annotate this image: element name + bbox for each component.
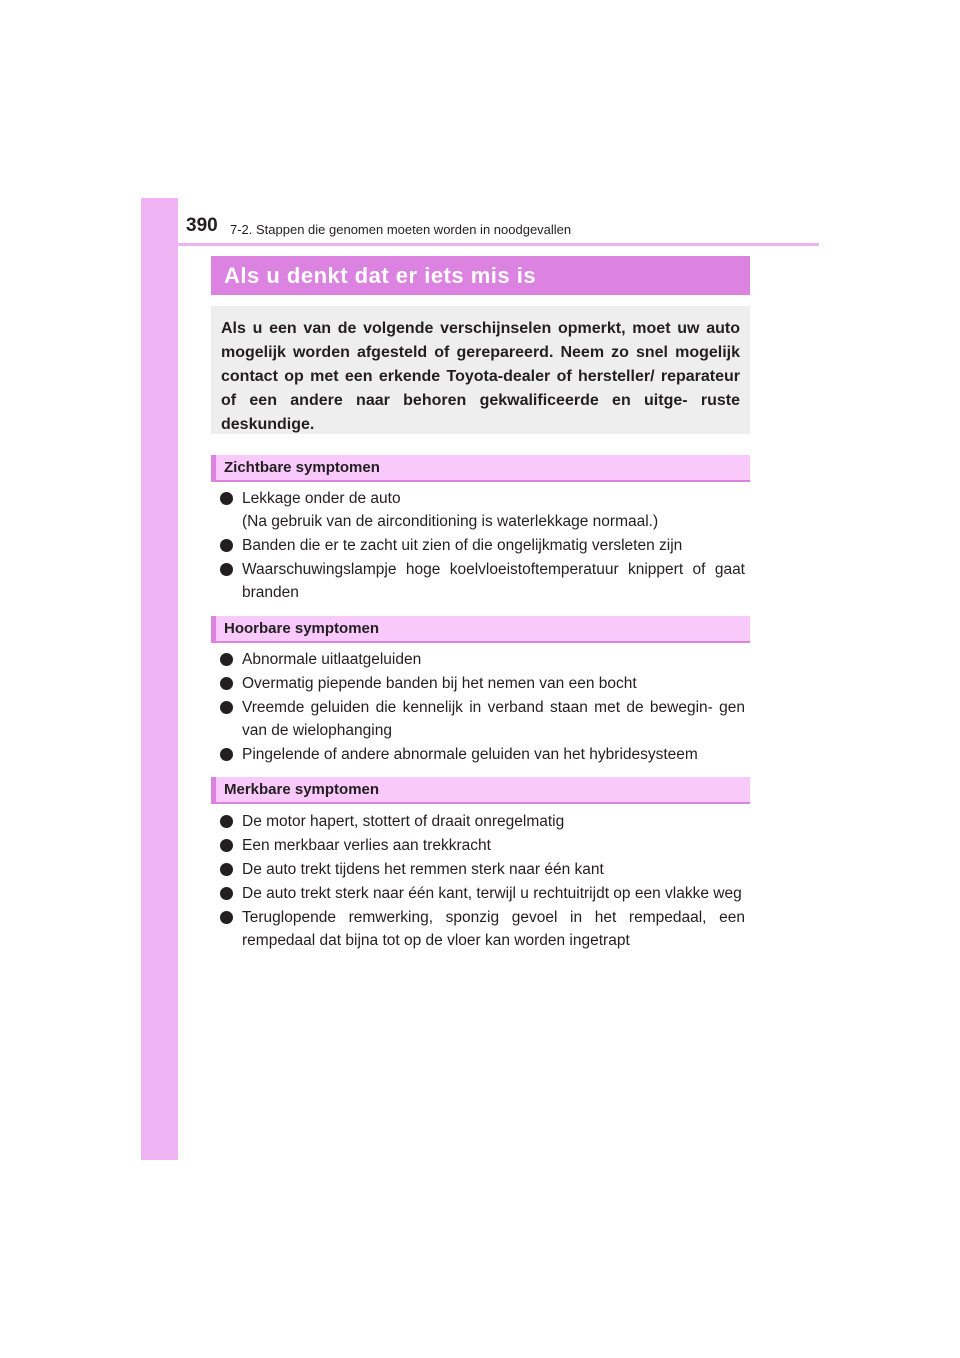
bullet-icon [220,748,233,761]
list-item-text: Waarschuwingslampje hoge koelvloeistoftemperatuur knippert of gaat branden [242,561,745,601]
list-item-text: Een merkbaar verlies aan trekkracht [242,837,491,854]
page-title: Als u denkt dat er iets mis is [224,263,537,288]
section-heading-visible [211,455,750,482]
bullet-list-audible [220,648,745,767]
list-item [220,882,745,905]
list-item-text: Teruglopende remwerking, sponzig gevoel in het rempedaal, een rempedaal dat bijna tot op de vloer kan worden ingetrapt [242,909,745,949]
section-heading-label: Zichtbare symptomen [224,459,380,476]
page-number: 390 [186,215,218,236]
bullet-icon [220,653,233,666]
list-item-text: Banden die er te zacht uit zien of die ongelijkmatig versleten zijn [242,537,683,554]
bullet-icon [220,701,233,714]
list-item [220,696,745,742]
running-head: 7-2. Stappen die genomen moeten worden in noodgevallen [230,222,572,237]
list-item [220,534,745,557]
list-item-text: Abnormale uitlaatgeluiden [242,651,422,668]
list-item [220,906,745,952]
list-item [220,648,745,671]
list-item [220,672,745,695]
bullet-icon [220,563,233,576]
bullet-icon [220,492,233,505]
title-bar [211,256,750,295]
side-tab-strip [141,198,178,1160]
list-item [220,834,745,857]
bullet-icon [220,887,233,900]
list-item [220,743,745,766]
list-item-text: De auto trekt tijdens het remmen sterk naar één kant [242,861,604,878]
section-heading-noticeable [211,777,750,804]
list-item-text: De motor hapert, stottert of draait onregelmatig [242,813,565,830]
intro-box [211,306,750,434]
bullet-icon [220,677,233,690]
bullet-icon [220,911,233,924]
bullet-list-visible [220,487,745,605]
list-item [220,810,745,833]
header-rule [178,243,819,246]
section-heading-label: Hoorbare symptomen [224,620,380,637]
list-item-text: Pingelende of andere abnormale geluiden van het hybridesysteem [242,746,698,763]
list-item-text: Overmatig piepende banden bij het nemen van een bocht [242,675,637,692]
bullet-icon [220,815,233,828]
list-item-text: Vreemde geluiden die kennelijk in verband staan met de bewegin- gen van de wielophanging [242,699,745,739]
list-item [220,558,745,604]
bullet-icon [220,863,233,876]
list-item [220,858,745,881]
list-item-text: De auto trekt sterk naar één kant, terwijl u rechtuitrijdt op een vlakke weg [242,885,742,902]
bullet-icon [220,539,233,552]
list-item [220,487,745,533]
bullet-icon [220,839,233,852]
section-heading-label: Merkbare symptomen [224,781,380,798]
section-heading-audible [211,616,750,643]
intro-text: Als u een van de volgende verschijnselen opmerkt, moet uw auto mogelijk worden afgesteld of gerepareerd. Neem zo snel mogelijk contact op met een erkende Toyota-dealer of hersteller/ reparateur of een andere naar behoren gekwalificeerde en uitge- ruste deskundige. [221,320,740,433]
list-item-text: Lekkage onder de auto [242,490,401,507]
bullet-list-noticeable [220,810,745,953]
list-item-note: (Na gebruik van de airconditioning is waterlekkage normaal.) [242,513,659,530]
